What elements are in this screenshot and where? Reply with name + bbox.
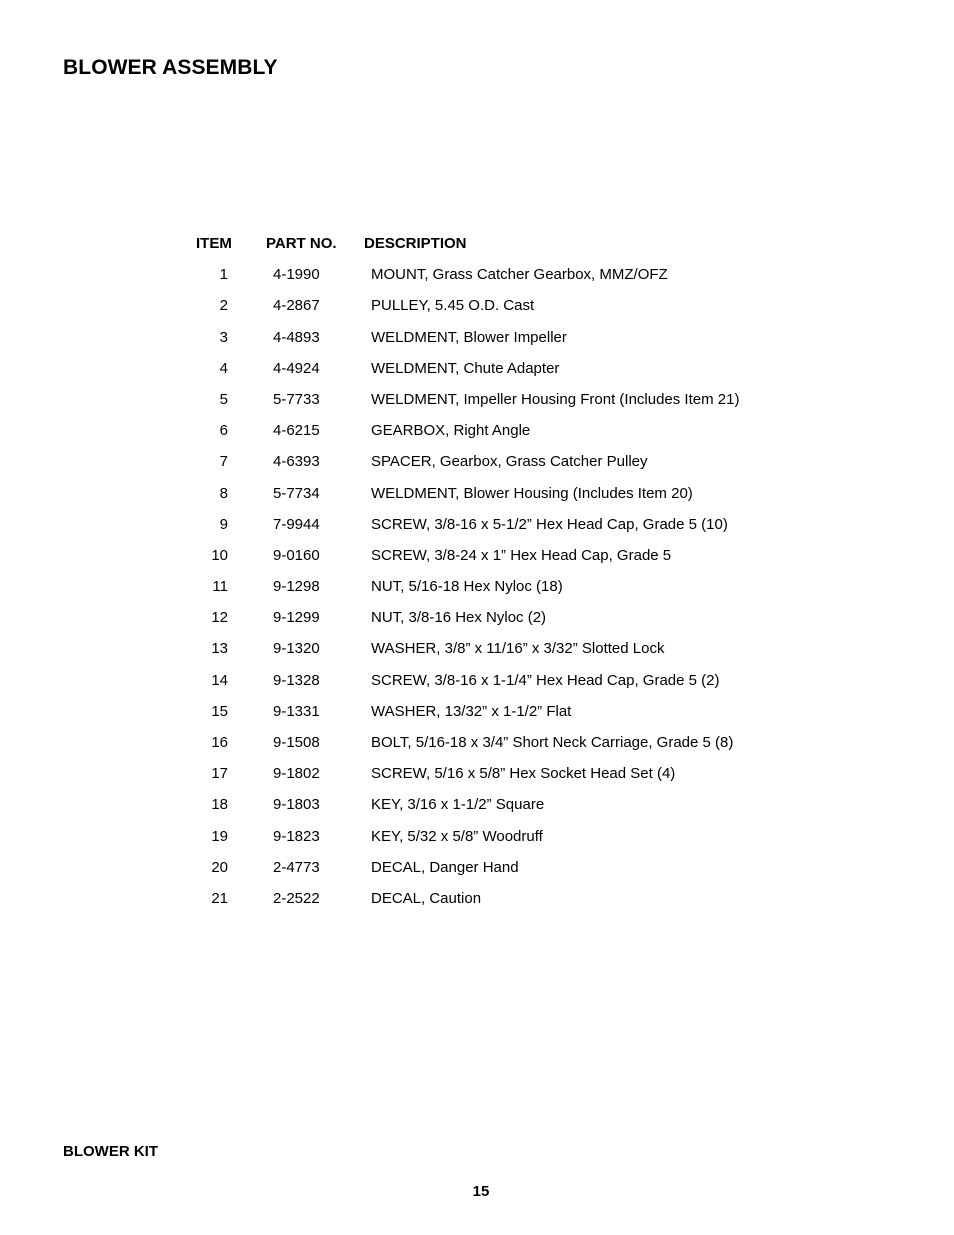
cell-part-no: 9-0160 <box>273 546 320 564</box>
cell-item: 18 <box>211 796 228 814</box>
cell-part-no: 2-4773 <box>273 858 320 876</box>
table-row <box>0 791 954 822</box>
cell-item: 1 <box>219 266 228 284</box>
cell-part-no: 2-2522 <box>273 889 320 907</box>
table-body <box>0 261 954 916</box>
table-row <box>0 480 954 511</box>
cell-item: 14 <box>211 671 228 689</box>
table-row <box>0 854 954 885</box>
cell-item: 3 <box>219 328 228 346</box>
column-header-part-no: PART NO. <box>266 235 337 252</box>
cell-item: 4 <box>219 359 228 377</box>
table-row <box>0 542 954 573</box>
table-row <box>0 386 954 417</box>
table-row <box>0 355 954 386</box>
cell-item: 2 <box>219 297 228 315</box>
parts-table <box>0 230 954 916</box>
cell-part-no: 9-1802 <box>273 765 320 783</box>
cell-item: 20 <box>211 858 228 876</box>
cell-part-no: 9-1320 <box>273 640 320 658</box>
table-row <box>0 604 954 635</box>
cell-description: DECAL, Caution <box>371 889 482 907</box>
table-row <box>0 292 954 323</box>
cell-description: MOUNT, Grass Catcher Gearbox, MMZ/OFZ <box>371 266 668 284</box>
cell-part-no: 9-1508 <box>273 734 320 751</box>
page-title: BLOWER ASSEMBLY <box>63 56 278 79</box>
cell-part-no: 4-4924 <box>273 359 320 377</box>
cell-description: WELDMENT, Blower Impeller <box>371 328 567 346</box>
cell-description: PULLEY, 5.45 O.D. Cast <box>371 297 535 315</box>
table-row <box>0 698 954 729</box>
cell-part-no: 4-4893 <box>273 328 320 346</box>
table-row <box>0 635 954 666</box>
cell-part-no: 9-1299 <box>273 609 320 627</box>
cell-description: WASHER, 3/8” x 11/16” x 3/32” Slotted Lock <box>371 640 665 658</box>
cell-part-no: 7-9944 <box>273 515 320 533</box>
cell-item: 7 <box>219 453 228 471</box>
cell-item: 10 <box>211 546 228 564</box>
table-row <box>0 573 954 604</box>
cell-description: SPACER, Gearbox, Grass Catcher Pulley <box>371 453 648 471</box>
footer-label: BLOWER KIT <box>63 1143 158 1160</box>
cell-part-no: 9-1803 <box>273 796 320 814</box>
cell-part-no: 9-1328 <box>273 671 320 689</box>
table-row <box>0 417 954 448</box>
cell-description: SCREW, 5/16 x 5/8” Hex Socket Head Set (4) <box>371 765 676 783</box>
cell-item: 15 <box>211 702 228 720</box>
table-row <box>0 324 954 355</box>
table-header-row <box>0 230 954 261</box>
cell-description: NUT, 3/8-16 Hex Nyloc (2) <box>371 609 547 627</box>
cell-item: 16 <box>211 734 228 751</box>
table-row <box>0 760 954 791</box>
page-number: 15 <box>472 1183 490 1200</box>
cell-description: KEY, 5/32 x 5/8” Woodruff <box>371 827 543 845</box>
column-header-item: ITEM <box>196 235 232 252</box>
cell-item: 17 <box>211 765 228 783</box>
cell-part-no: 9-1298 <box>273 578 320 596</box>
cell-description: SCREW, 3/8-24 x 1” Hex Head Cap, Grade 5 <box>371 546 672 564</box>
cell-item: 6 <box>219 422 228 440</box>
cell-item: 12 <box>211 609 228 627</box>
cell-part-no: 4-6215 <box>273 422 320 440</box>
table-row <box>0 885 954 916</box>
cell-description: SCREW, 3/8-16 x 5-1/2” Hex Head Cap, Grade 5 (10) <box>371 515 728 533</box>
cell-description: GEARBOX, Right Angle <box>371 422 531 440</box>
table-row <box>0 823 954 854</box>
cell-item: 19 <box>211 827 228 845</box>
cell-description: NUT, 5/16-18 Hex Nyloc (18) <box>371 578 563 596</box>
cell-description: WELDMENT, Blower Housing (Includes Item 20) <box>371 484 693 502</box>
cell-item: 13 <box>211 640 228 658</box>
cell-item: 9 <box>219 515 228 533</box>
cell-description: WASHER, 13/32” x 1-1/2” Flat <box>371 702 572 720</box>
table-row <box>0 448 954 479</box>
column-header-description: DESCRIPTION <box>364 235 467 252</box>
cell-part-no: 9-1331 <box>273 702 320 720</box>
cell-description: KEY, 3/16 x 1-1/2” Square <box>371 796 545 814</box>
cell-description: DECAL, Danger Hand <box>371 858 519 876</box>
cell-part-no: 4-6393 <box>273 453 320 471</box>
cell-item: 11 <box>212 578 228 596</box>
cell-description: WELDMENT, Chute Adapter <box>371 359 560 377</box>
cell-part-no: 4-2867 <box>273 297 320 315</box>
table-row <box>0 511 954 542</box>
table-row <box>0 261 954 292</box>
cell-description: BOLT, 5/16-18 x 3/4” Short Neck Carriage, Grade 5 (8) <box>371 734 734 751</box>
cell-part-no: 5-7733 <box>273 390 320 408</box>
cell-item: 8 <box>219 484 228 502</box>
table-row <box>0 667 954 698</box>
cell-description: SCREW, 3/8-16 x 1-1/4” Hex Head Cap, Grade 5 (2) <box>371 671 720 689</box>
cell-part-no: 4-1990 <box>273 266 320 284</box>
cell-item: 21 <box>211 889 228 907</box>
cell-description: WELDMENT, Impeller Housing Front (Includes Item 21) <box>371 390 740 408</box>
cell-item: 5 <box>219 390 228 408</box>
cell-part-no: 5-7734 <box>273 484 320 502</box>
cell-part-no: 9-1823 <box>273 827 320 845</box>
table-row <box>0 729 954 760</box>
